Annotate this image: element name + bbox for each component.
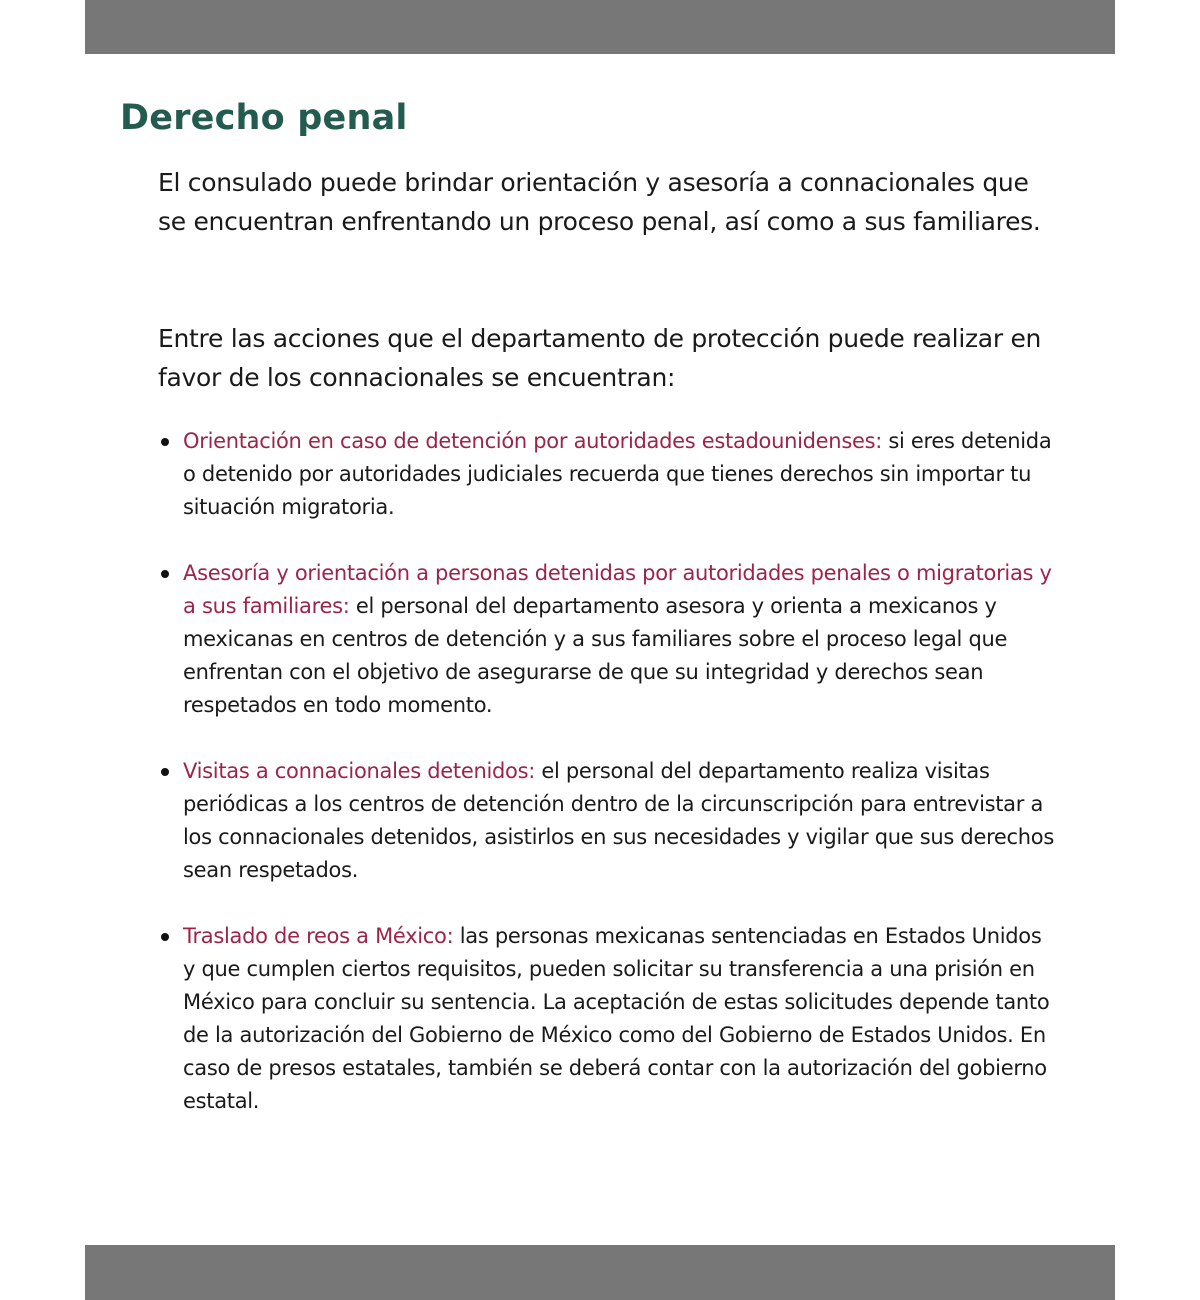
- item-title: Asesoría y orientación a personas detenidas por autoridades penales o migratorias y a sus familiares:: [183, 561, 1052, 618]
- bullet-icon: [161, 933, 169, 941]
- item-text: las personas mexicanas sentenciadas en Estados Unidos y que cumplen ciertos requisitos, pueden solicitar su transferencia a una prisión en México para concluir su sentencia. La aceptación de estas solicitudes depende tanto de la autorización del Gobierno de México como del Gobierno de Estados Unidos. En caso de presos estatales, también se deberá contar con la autorización del gobierno estatal.: [183, 924, 1050, 1113]
- bullet-icon: [161, 570, 169, 578]
- item-text: el personal del departamento realiza visitas periódicas a los centros de detención dentro de la circunscripción para entrevistar a los connacionales detenidos, asistirlos en sus necesidades y vigilar que sus derechos sean respetados.: [183, 759, 1055, 882]
- header-band: [85, 0, 1115, 54]
- footer-band: [85, 1245, 1115, 1300]
- item-title: Orientación en caso de detención por autoridades estadounidenses:: [183, 429, 882, 453]
- item-text: si eres detenida o detenido por autoridades judiciales recuerda que tienes derechos sin importar tu situación migratoria.: [183, 429, 1052, 519]
- item-title: Visitas a connacionales detenidos:: [183, 759, 535, 783]
- item-text: el personal del departamento asesora y orienta a mexicanos y mexicanas en centros de detención y a sus familiares sobre el proceso legal que enfrentan con el objetivo de asegurarse de que su integridad y derechos sean respetados en todo momento.: [183, 594, 1008, 717]
- bullet-icon: [161, 768, 169, 776]
- lead-in-paragraph: Entre las acciones que el departamento de protección puede realizar en favor de los connacionales se encuentran:: [158, 324, 1042, 392]
- intro-paragraph: El consulado puede brindar orientación y asesoría a connacionales que se encuentran enfrentando un proceso penal, así como a sus familiares.: [158, 168, 1041, 236]
- item-title: Traslado de reos a México:: [183, 924, 454, 948]
- list-item: [158, 425, 1058, 524]
- bullet-icon: [161, 438, 169, 446]
- list-item: [158, 557, 1058, 722]
- actions-list: [158, 425, 1058, 1151]
- list-item: [158, 920, 1058, 1118]
- section-title: Derecho penal: [120, 98, 408, 138]
- list-item: [158, 755, 1058, 887]
